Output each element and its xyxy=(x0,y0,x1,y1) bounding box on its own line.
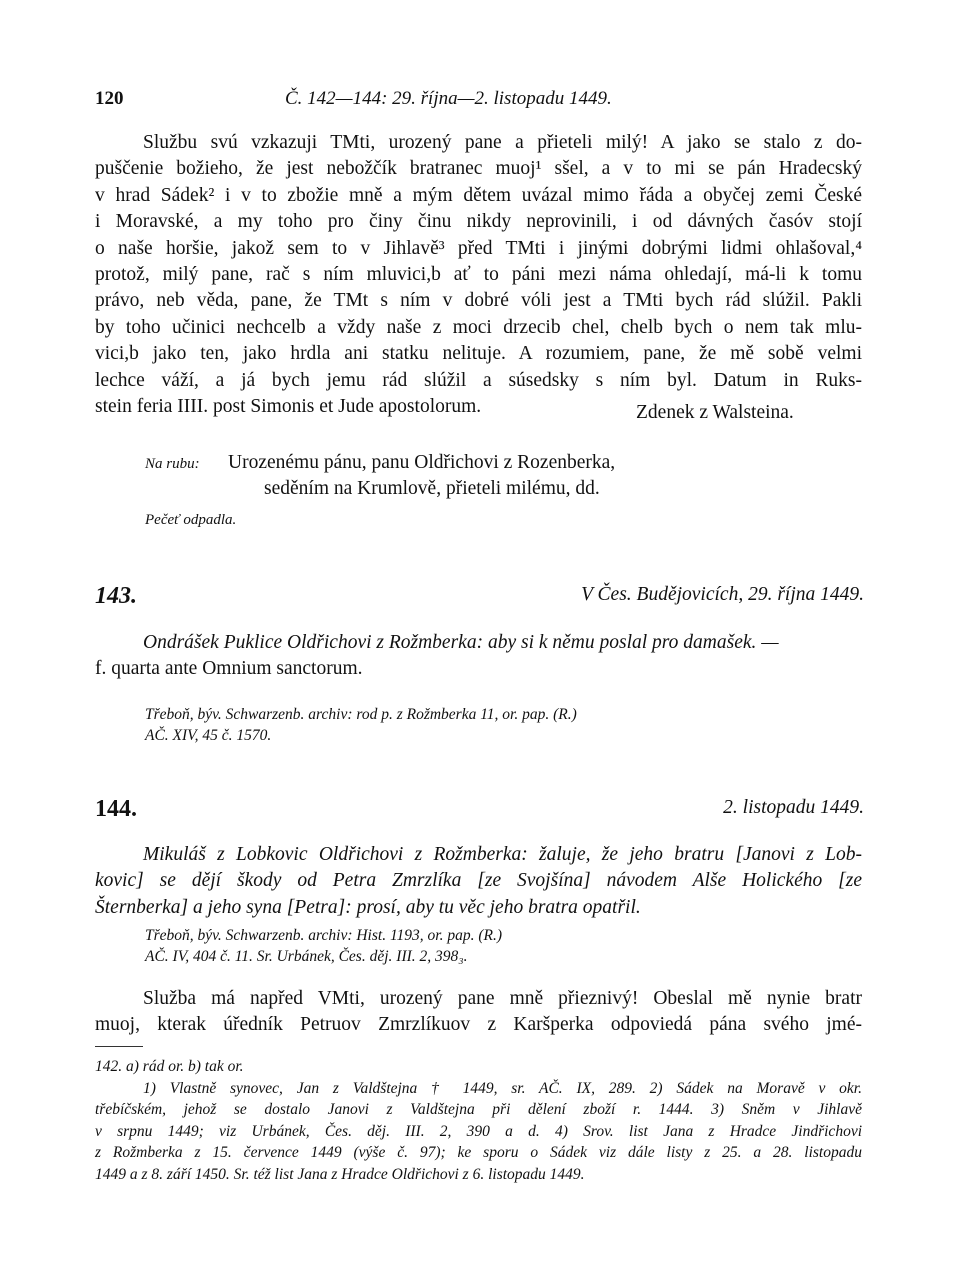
text-line: protož, milý pane, rač s ním mluvici,b ať to páni mezi náma ohledají, má-li k tomu xyxy=(95,264,862,286)
text-line: v hrad Sádek² i v to zbožie mně a mým dětem uvázal mimo řáda a obyčej zemi České xyxy=(95,184,862,206)
verso-address: Urozenému pánu, panu Oldřichovi z Rozenberka, seděním na Krumlově, přieteli milému, dd. xyxy=(228,452,616,500)
text-line: puščenie božieho, že jest nebožčík bratranec muoj¹ sšel, a v to mi se pán Hradecský xyxy=(95,158,862,180)
seal-note: Pečeť odpadla. xyxy=(145,512,237,528)
text-line: právo, neb věda, pane, že TMt s ním v dobré vóli jest a TMti bych rád slúžil. Pakli xyxy=(95,290,862,312)
summary-143: Ondrášek Puklice Oldřichovi z Rožmberka: aby si k němu poslal pro damašek. — f. quarta ante Omnium sanctorum. xyxy=(95,632,779,680)
footnote-line: 1) Vlastně synovec, Jan z Valdštejna † 1449, sr. AČ. IX, 289. 2) Sádek na Moravě v okr. xyxy=(143,1079,862,1097)
doc-number-143: 143. xyxy=(95,583,137,609)
footnote-line: 142. a) rád or. b) tak or. xyxy=(95,1058,244,1075)
footnote-line: v srpnu 1449; viz Urbánek, Čes. děj. III. 2, 390 a d. 4) Srov. list Jana z Hradce Jindřichovi xyxy=(95,1122,862,1140)
summary-144: Mikuláš z Lobkovic Oldřichovi z Rožmberka: žaluje, že jeho bratru [Janovi z Lob- kovic] se dějí škody od Petra Zmrzlíka [ze Svojšína] návodem Alše Holického [ze Šternberka] a jeho syna [Petra]: prosí, aby tu věc jeho bratra opatřil. xyxy=(95,844,862,918)
running-title: Č. 142—144: 29. října—2. listopadu 1449. xyxy=(285,88,612,109)
verso-label: Na rubu: xyxy=(145,456,200,472)
text-line: Službu svú vzkazuji TMti, urozený pane a přieteli milý! A jako se stalo z do- xyxy=(143,132,862,153)
text-line: i Moravské, a my toho pro činy činu nikdy neprovinili, i od dávných časóv stojí xyxy=(95,211,862,233)
text-line: o naše horšie, jakož sem to v Jihlavě³ před TMti i jinými dobrými lidmi ohlašoval,⁴ xyxy=(95,237,862,259)
text-line: lechce váží, a já bych jemu rád slúžil a súsedsky s ním byl. Datum in Ruks- xyxy=(95,369,862,391)
text-line: stein feria IIII. post Simonis et Jude apostolorum. xyxy=(95,396,482,418)
letter-144-body: Služba má napřed VMti, urozený pane mně přieznivý! Obeslal mě nynie bratr muoj, kterak úředník Petruov Zmrzlíkuov z Karšperka odpoviedá pána svého jmé- xyxy=(95,988,862,1036)
doc-number-144: 144. xyxy=(95,796,137,822)
archive-note-144: Třeboň, býv. Schwarzenb. archiv: Hist. 1193, or. pap. (R.) AČ. IV, 404 č. 11. Sr. Urbánek, Čes. děj. III. 2, 398₃. xyxy=(145,927,503,965)
text-line: by toho učinici nechcelb a vždy naše z moci drzecib chel, chelb bych o nem tak mlu- xyxy=(95,316,862,338)
text-line: vici,b jako ten, jako hrdla ani statku nelituje. A rozumiem, pane, že mě sobě velmi xyxy=(95,343,862,365)
footnote-line: 1449 a z 8. září 1450. Sr. též list Jana z Hradce Oldřichovi z 6. listopadu 1449. xyxy=(95,1165,585,1183)
footnote-divider xyxy=(95,1046,143,1047)
footnote-line: z Rožmberka z 15. července 1449 (výše č. 97); ke sporu o Sádek viz dále listy z 25. a 28. listopadu xyxy=(95,1144,862,1161)
page-number: 120 xyxy=(95,88,124,109)
date-144: 2. listopadu 1449. xyxy=(723,797,864,818)
place-date-143: V Čes. Budějovicích, 29. října 1449. xyxy=(581,584,864,605)
archive-note-143: Třeboň, býv. Schwarzenb. archiv: rod p. z Rožmberka 11, or. pap. (R.) AČ. XIV, 45 č. 1570. xyxy=(145,706,577,744)
footnotes xyxy=(95,1056,862,1185)
footnote-line: třebíčském, jehož se dostalo Janovi z Valdštejna při dělení zboží r. 1444. 3) Sněm v Jihlavě xyxy=(95,1101,862,1118)
letter-142-body xyxy=(95,130,862,420)
signature: Zdenek z Walsteina. xyxy=(636,402,794,423)
